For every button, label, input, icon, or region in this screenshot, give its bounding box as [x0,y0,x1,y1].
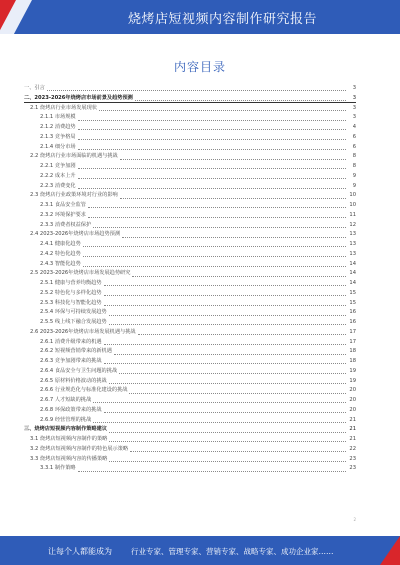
toc-entry[interactable] [24,377,356,387]
toc-leader-dots [135,99,346,101]
toc-leader-dots [88,216,346,218]
toc-entry[interactable] [24,445,356,455]
toc-entry[interactable] [24,308,356,318]
toc-entry[interactable] [24,289,356,299]
toc-entry[interactable] [24,425,356,435]
toc-entry-label: 2.6.3 竞争加剧带来的挑战 [40,358,102,364]
toc-leader-dots [120,197,346,199]
toc-leader-dots [129,392,346,394]
toc-entry-label: 2.6.4 食品安全与卫生问题的挑战 [40,367,118,374]
toc-entry-page: 15 [349,299,356,306]
toc-leader-dots [109,314,346,316]
footer-bar [0,536,400,565]
toc-leader-dots [104,343,346,345]
toc-entry-page: 6 [352,133,356,140]
toc-entry-page: 13 [349,250,356,257]
toc-entry-page: 21 [349,416,356,423]
toc-entry[interactable] [24,279,356,289]
toc-leader-dots [83,255,346,257]
toc-leader-dots [109,460,346,462]
toc-entry-page: 17 [349,338,356,345]
toc-entry[interactable] [24,240,356,250]
toc-entry-label: 2.6.8 环保政策带来的挑战 [40,406,102,413]
toc-leader-dots [93,421,346,423]
toc-leader-dots [83,245,346,247]
toc-leader-dots [109,323,346,325]
toc-entry-page: 4 [352,124,356,130]
toc-entry-label: 二、2023-2026年烧烤店市场前景及趋势预测 [24,94,133,101]
toc-leader-dots [78,119,346,121]
toc-entry-page: 8 [352,153,356,160]
table-of-contents [24,84,356,474]
toc-entry-label: 2.6.6 行业规范化与标准化建设的挑战 [40,387,128,394]
toc-entry-page: 11 [349,211,356,218]
toc-entry-label: 2.5.5 线上线下融合发展趋势 [40,319,107,325]
toc-entry[interactable] [24,260,356,270]
toc-entry-label: 2.1.3 竞争格局 [40,133,76,140]
toc-entry[interactable] [24,94,356,104]
page-number: 2 [353,517,356,522]
toc-leader-dots [104,304,346,306]
toc-entry-label: 2.3.1 食品安全监管 [40,202,86,208]
toc-entry-page: 15 [349,289,356,296]
toc-entry[interactable] [24,367,356,377]
toc-entry-page: 20 [349,406,356,413]
toc-entry-label: 2.5.2 特色化与多样化趋势 [40,289,102,296]
header-bar [0,0,400,34]
toc-leader-dots [88,206,346,208]
toc-entry[interactable] [24,84,356,94]
toc-entry-page: 19 [349,367,356,374]
toc-entry[interactable] [24,416,356,426]
toc-leader-dots [119,372,346,374]
toc-entry[interactable] [24,455,356,465]
toc-entry[interactable] [24,338,356,348]
toc-entry-page: 6 [352,143,356,150]
toc-leader-dots [120,158,346,160]
toc-leader-dots [109,440,346,442]
toc-entry[interactable] [24,113,356,123]
toc-entry-page: 16 [349,309,356,316]
toc-entry-label: 2.5 2023-2026年烧烤店市场发展趋势研究 [30,270,131,277]
toc-entry-page: 21 [349,436,356,442]
toc-entry[interactable] [24,328,356,338]
toc-leader-dots [130,450,346,452]
toc-entry-label: 2.4.3 智能化趋势 [40,260,81,267]
toc-entry-page: 9 [352,172,356,179]
toc-entry-page: 3 [352,94,356,101]
toc-leader-dots [109,382,346,384]
toc-entry-label: 2.6.5 原材料价格波动的挑战 [40,377,107,384]
toc-entry[interactable] [24,211,356,221]
toc-entry-label: 一、引言 [24,85,45,91]
toc-entry[interactable] [24,269,356,279]
toc-entry-label: 2.5.1 健康与营养均衡趋势 [40,280,102,286]
toc-entry[interactable] [24,386,356,396]
toc-entry-page: 3 [352,85,356,91]
toc-entry[interactable] [24,230,356,240]
toc-entry-label: 3.3.1 制作策略 [40,465,76,472]
toc-entry-page: 14 [349,280,356,286]
toc-entry[interactable] [24,406,356,416]
toc-entry[interactable] [24,133,356,143]
footer-slogan: 让每个人都能成为 [48,547,112,556]
toc-leader-dots [78,167,346,169]
toc-entry-page: 10 [349,202,356,208]
footer-red-corner [380,536,400,565]
toc-entry-label: 2.6 2023-2026年烧烤店市场发展机遇与挑战 [30,328,136,335]
toc-entry-label: 2.5.4 环保与可持续发展趋势 [40,309,107,316]
toc-entry-page: 17 [349,328,356,335]
report-title: 烧烤店短视频内容制作研究报告 [128,12,318,27]
toc-entry[interactable] [24,182,356,192]
toc-entry-label: 2.1.4 细分市场 [40,143,76,150]
toc-entry-page: 19 [349,377,356,384]
toc-leader-dots [47,89,346,91]
toc-entry-label: 2.2.1 竞争加剧 [40,163,76,169]
toc-entry-page: 13 [349,241,356,247]
toc-leader-dots [93,401,346,403]
toc-entry-page: 21 [349,426,356,433]
toc-entry-label: 2.1.1 市场规模 [40,114,76,121]
toc-entry-label: 2.3.3 消费者权益保护 [40,221,92,228]
toc-entry[interactable] [24,123,356,133]
toc-entry[interactable] [24,435,356,445]
toc-entry[interactable] [24,172,356,182]
toc-leader-dots [78,148,346,150]
toc-entry-page: 16 [349,319,356,325]
toc-heading: 内容目录 [173,60,226,74]
toc-entry-page: 23 [349,455,356,462]
toc-entry-page: 13 [349,231,356,238]
toc-entry-label: 2.3 烧烤店行业政策环境对行业的影响 [30,192,118,199]
toc-entry[interactable] [24,318,356,328]
toc-entry[interactable] [24,357,356,367]
toc-entry-page: 3 [352,104,356,111]
toc-entry-label: 2.1 烧烤店行业市场发展现状 [30,104,97,111]
toc-leader-dots [138,333,346,335]
toc-entry-label: 2.6.7 人才短缺的挑战 [40,397,92,403]
toc-leader-dots [78,187,346,189]
footer-tagline: 行业专家、管理专家、营销专家、战略专家、成功企业家…… [131,547,334,556]
toc-entry-page: 18 [349,358,356,364]
toc-leader-dots [132,275,346,277]
toc-entry[interactable] [24,347,356,357]
toc-entry[interactable] [24,104,356,114]
toc-leader-dots [78,470,346,472]
toc-entry-page: 12 [349,221,356,228]
toc-entry-label: 2.4.1 健康化趋势 [40,241,81,247]
toc-leader-dots [99,109,346,111]
toc-entry-label: 2.2.3 消费变化 [40,182,76,189]
toc-entry[interactable] [24,152,356,162]
toc-leader-dots [104,294,346,296]
toc-entry-label: 2.1.2 消费趋势 [40,124,76,130]
toc-leader-dots [122,236,346,238]
toc-entry[interactable] [24,464,356,474]
toc-entry-page: 8 [352,163,356,169]
toc-entry-page: 14 [349,270,356,277]
toc-entry-label: 2.6.1 消费升级带来的机遇 [40,338,102,345]
toc-entry-label: 三、烧烤店短视频内容制作策略建议 [24,426,108,433]
toc-entry[interactable] [24,191,356,201]
toc-entry-label: 3.1 烧烤店短视频内容制作的策略 [30,436,108,442]
toc-leader-dots [114,353,346,355]
toc-leader-dots [83,265,346,267]
toc-entry-label: 2.4 2023-2026年烧烤店市场趋势预测 [30,231,121,238]
toc-leader-dots [109,431,346,433]
toc-entry-page: 3 [352,114,356,121]
toc-entry[interactable] [24,221,356,231]
toc-entry-label: 2.5.3 科技化与智能化趋势 [40,299,102,306]
toc-entry-label: 2.2.2 成本上升 [40,172,76,179]
toc-leader-dots [78,128,346,130]
toc-entry-page: 20 [349,387,356,394]
toc-entry-page: 18 [349,348,356,355]
toc-entry-label: 2.6.9 经营管理的挑战 [40,416,92,423]
toc-entry-label: 2.6.2 短视频营销带来的新机遇 [40,348,112,355]
toc-entry-label: 3.3 烧烤店短视频内容的传播策略 [30,455,108,462]
toc-leader-dots [93,226,346,228]
toc-entry[interactable] [24,201,356,211]
toc-entry-label: 2.4.2 特色化趋势 [40,250,81,257]
toc-entry[interactable] [24,396,356,406]
toc-entry-page: 10 [349,192,356,199]
toc-entry-page: 23 [349,465,356,472]
toc-entry-label: 2.2 烧烤店行业市场面临的机遇与挑战 [30,153,118,160]
toc-entry[interactable] [24,299,356,309]
toc-leader-dots [104,284,346,286]
toc-leader-dots [104,362,346,364]
toc-entry-page: 14 [349,260,356,267]
toc-leader-dots [78,138,346,140]
toc-entry-label: 3.2 烧烤店短视频内容制作的特色展示策略 [30,445,129,452]
toc-entry-page: 22 [349,445,356,452]
toc-entry-label: 2.3.2 环境保护要求 [40,211,86,218]
toc-entry-page: 20 [349,397,356,403]
toc-leader-dots [104,411,346,413]
toc-leader-dots [78,177,346,179]
toc-entry[interactable] [24,143,356,153]
toc-entry[interactable] [24,162,356,172]
toc-entry[interactable] [24,250,356,260]
toc-entry-page: 9 [352,182,356,189]
